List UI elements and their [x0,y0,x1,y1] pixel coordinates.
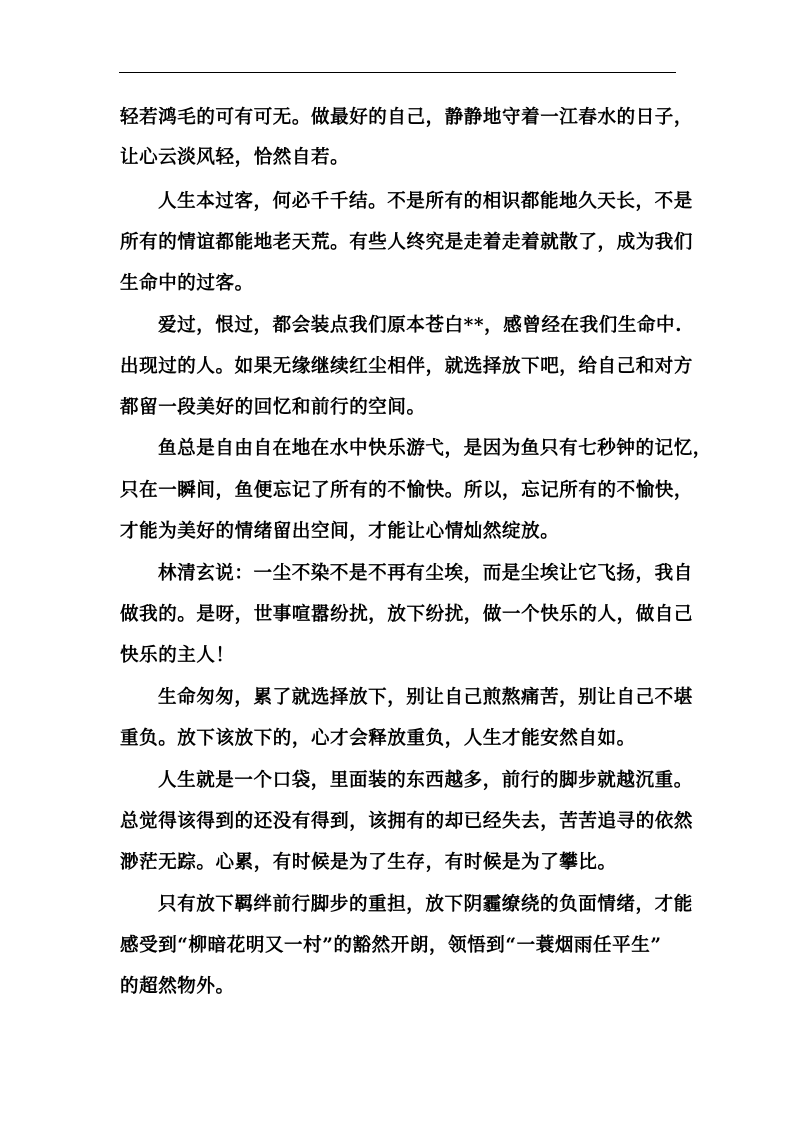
text-line: 人生本过客，何必千千结。不是所有的相识都能地久天长，不是 [158,191,693,212]
text-line: 爱过，恨过，都会装点我们原本苍白**，感曾经在我们生命中. [158,315,683,336]
text-line: 做我的。是呀，世事喧嚣纷扰，放下纷扰，做一个快乐的人，做自己 [120,604,694,625]
text-line: 生命匆匆，累了就选择放下，别让自己煎熬痛苦，别让自己不堪 [158,687,693,708]
text-line: 快乐的主人！ [120,645,235,666]
text-line: 重负。放下该放下的，心才会释放重负，人生才能安然自如。 [120,728,636,749]
text-line: 轻若鸿毛的可有可无。做最好的自己，静静地守着一江春水的日子， [120,107,694,128]
text-line: 鱼总是自由自在地在水中快乐游弋，是因为鱼只有七秒钟的记忆， [158,438,712,459]
text-line: 感受到“柳暗花明又一村”的豁然开朗，领悟到“一蓑烟雨任平生” [120,935,662,956]
text-line: 让心云淡风轻，恰然自若。 [120,147,350,168]
text-line: 只有放下羁绊前行脚步的重担，放下阴霾缭绕的负面情绪，才能 [158,894,693,915]
text-line: 生命中的过客。 [120,273,254,294]
text-line: 总觉得该得到的还没有得到，该拥有的却已经失去，苦苦追寻的依然 [120,811,694,832]
text-line: 林清玄说：一尘不染不是不再有尘埃，而是尘埃让它飞扬，我自 [158,563,693,584]
text-line: 的超然物外。 [120,976,235,997]
text-line: 才能为美好的情绪留出空间，才能让心情灿然绽放。 [120,521,560,542]
text-line: 人生就是一个口袋，里面装的东西越多，前行的脚步就越沉重。 [158,770,693,791]
text-line: 都留一段美好的回忆和前行的空间。 [120,397,426,418]
text-line: 渺茫无踪。心累，有时候是为了生存，有时候是为了攀比。 [120,852,617,873]
text-line: 只在一瞬间，鱼便忘记了所有的不愉快。所以，忘记所有的不愉快， [120,480,694,501]
text-line: 所有的情谊都能地老天荒。有些人终究是走着走着就散了，成为我们 [120,232,694,253]
text-line: 出现过的人。如果无缘继续红尘相伴，就选择放下吧，给自己和对方 [120,356,694,377]
